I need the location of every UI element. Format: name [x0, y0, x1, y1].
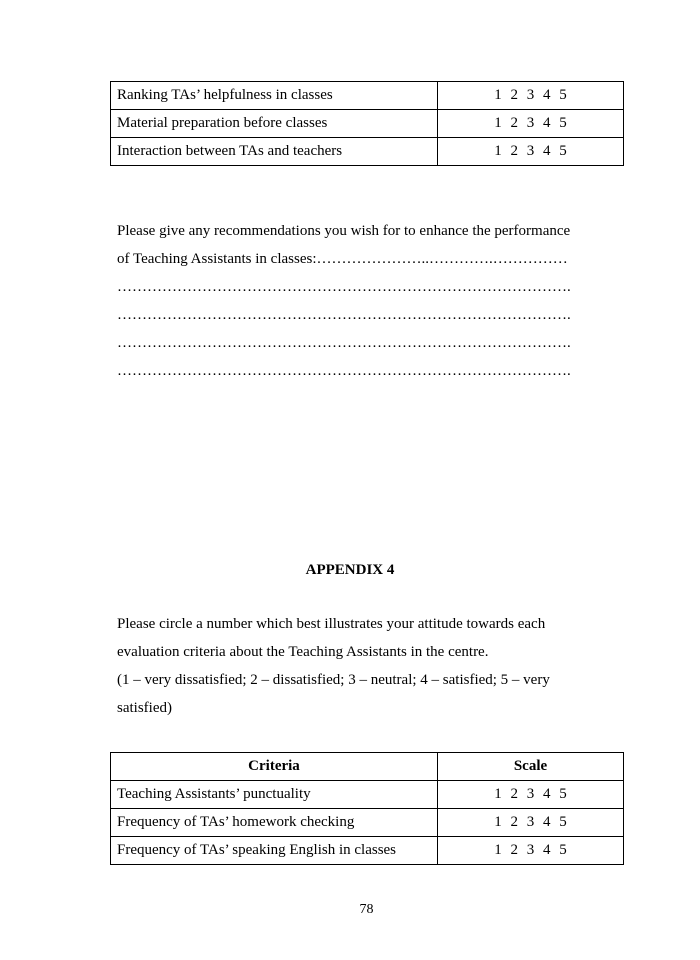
instruction-paragraph	[117, 610, 627, 722]
table-row	[111, 110, 624, 138]
page-number: 78	[359, 902, 374, 917]
criterion-cell: Teaching Assistants’ punctuality	[111, 781, 438, 809]
scale-cell: 1 2 3 4 5	[438, 781, 624, 809]
scale-cell: 1 2 3 4 5	[438, 110, 624, 138]
scale-cell: 1 2 3 4 5	[438, 809, 624, 837]
scale-cell: 1 2 3 4 5	[438, 82, 624, 110]
scale-header: Scale	[438, 753, 624, 781]
criterion-cell: Frequency of TAs’ speaking English in classes	[111, 837, 438, 865]
criterion-cell: Material preparation before classes	[111, 110, 438, 138]
text-line: Please give any recommendations you wish for to enhance the performance	[117, 223, 571, 239]
criterion-cell: Ranking TAs’ helpfulness in classes	[111, 82, 438, 110]
rating-table-2	[110, 752, 624, 865]
scale-cell: 1 2 3 4 5	[438, 138, 624, 166]
criteria-header: Criteria	[111, 753, 438, 781]
text-line: Please circle a number which best illustrates your attitude towards each	[117, 616, 546, 632]
answer-dotted-line: ……………………………………………………………………………….	[117, 363, 571, 379]
criterion-cell: Frequency of TAs’ homework checking	[111, 809, 438, 837]
criterion-cell: Interaction between TAs and teachers	[111, 138, 438, 166]
text-line: of Teaching Assistants in classes:…………………..………….……………	[117, 251, 568, 267]
table-row	[111, 138, 624, 166]
answer-dotted-line: ……………………………………………………………………………….	[117, 279, 571, 295]
table-row	[111, 809, 624, 837]
text-line: (1 – very dissatisfied; 2 – dissatisfied; 3 – neutral; 4 – satisfied; 5 – very	[117, 672, 550, 688]
table-row	[111, 781, 624, 809]
rating-table-1	[110, 81, 624, 166]
table-row	[111, 837, 624, 865]
recommendations-paragraph	[117, 217, 627, 385]
answer-dotted-line: ……………………………………………………………………………….	[117, 335, 571, 351]
table-header-row	[111, 753, 624, 781]
scale-cell: 1 2 3 4 5	[438, 837, 624, 865]
text-line: satisfied)	[117, 700, 172, 716]
answer-dotted-line: ……………………………………………………………………………….	[117, 307, 571, 323]
table-row	[111, 82, 624, 110]
appendix-heading: APPENDIX 4	[305, 562, 395, 578]
text-line: evaluation criteria about the Teaching Assistants in the centre.	[117, 644, 489, 660]
